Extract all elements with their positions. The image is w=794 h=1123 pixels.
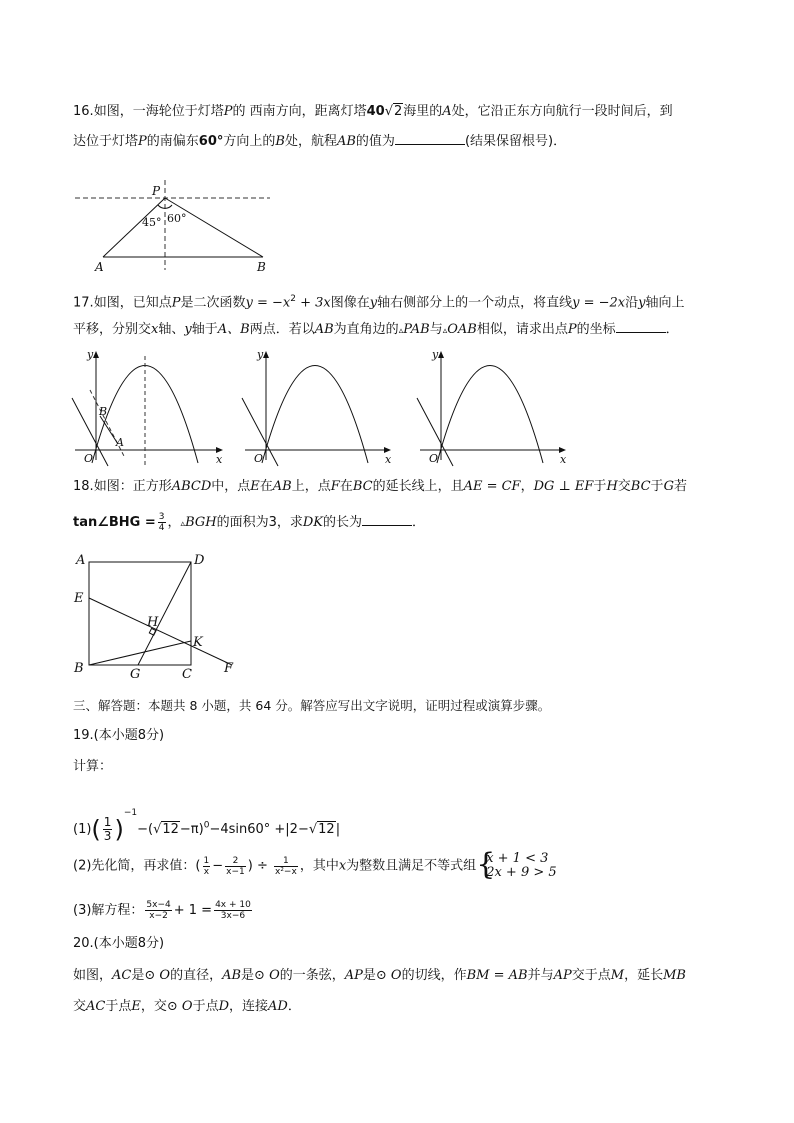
q19-part3: (3)解方程： $\frac{5x-4}{x-2}$ + 1 = $\frac{4x + 10}{3x-6}$: [73, 900, 251, 921]
svg-text:y: y: [87, 348, 94, 361]
q16-figure: [70, 180, 280, 275]
section-heading: 三、解答题：本题共 8 小题，共 64 分。解答应写出文字说明，证明过程或演算步骤。: [73, 698, 551, 713]
q17-graph-2: [240, 348, 400, 466]
answer-blank[interactable]: [362, 513, 412, 526]
svg-text:K: K: [193, 635, 203, 650]
label-B: B: [257, 260, 266, 274]
q18-line-1: 18.如图：正方形ABCD中，点E在AB上，点F在BC的延长线上，且AE = CF，DG ⊥ EF于H交BC于G若: [73, 479, 687, 494]
q17-graph-3: [415, 348, 575, 466]
svg-text:x: x: [216, 453, 223, 466]
svg-text:E: E: [74, 591, 84, 606]
q16-line-2: 达位于灯塔P的南偏东60°方向上的B处，航程AB的值为 (结果保留根号)．: [73, 134, 567, 149]
q17-line-2: 平移，分别交x轴、y轴于A、B两点．若以AB为直角边的▵PAB与▵OAB相似，请求出点P的坐标 ．: [73, 322, 679, 337]
svg-text:y: y: [432, 348, 439, 361]
answer-blank[interactable]: [395, 132, 465, 145]
q20-line-1: 如图，AC是⊙ O的直径，AB是⊙ O的一条弦，AP是⊙ O的切线，作BM = AB并与AP交于点M，延长MB: [73, 968, 686, 983]
q19-part1: (1)( $\frac{1}{3}$ )$^{-1}-(√12-\pi)^0-4\sin 60^\circ +|2-√12|$: [73, 808, 341, 844]
svg-text:x: x: [560, 453, 567, 466]
svg-text:B: B: [74, 661, 84, 676]
svg-text:D: D: [194, 553, 205, 568]
svg-text:H: H: [147, 615, 159, 630]
svg-text:G: G: [130, 667, 141, 682]
q20-title: 20.(本小题8分): [73, 936, 165, 951]
svg-text:y: y: [257, 348, 264, 361]
svg-text:O: O: [84, 452, 94, 465]
svg-text:B: B: [99, 405, 108, 418]
q19-title: 19.(本小题8分): [73, 728, 165, 743]
tan-fraction: $\frac{3}{4}$: [158, 512, 165, 533]
svg-text:A: A: [76, 553, 86, 568]
svg-text:C: C: [182, 667, 192, 682]
q17-graph-1: [70, 348, 230, 466]
label-A: A: [95, 260, 104, 274]
svg-text:x: x: [385, 453, 392, 466]
q16-line-1: 16.如图，一海轮位于灯塔P的 西南方向，距离灯塔40√2海里的A处，它沿正东方向航行一段时间后，到: [73, 104, 673, 119]
angle-60: 60°: [167, 212, 187, 225]
q17-line-1: 17.如图，已知点P是二次函数$y = -x^2 + 3x$图像在y轴右侧部分上的一个动点，将直线y = −2x沿y轴向上: [73, 294, 685, 311]
q18-figure: [72, 550, 242, 680]
q18-line-2: tan∠BHG = $\frac{3}{4}$ ，▵BGH的面积为3，求DK的长为 ．: [73, 512, 426, 533]
svg-text:O: O: [429, 452, 439, 465]
inequality-system: { x + 1 < 3 2x + 9 > 5: [476, 847, 557, 882]
label-P: P: [152, 184, 161, 198]
angle-45: 45°: [142, 216, 162, 229]
q19-part2: (2)先化简，再求值：( $\frac{1}{x}$ − $\frac{2}{x-1}$ ) ÷ $\frac{1}{\text{x²−x}}$ ，其中x为整数且满足不等式组 { x + 1 < 3 2x + 9 > 5: [73, 847, 557, 882]
svg-text:F: F: [224, 661, 234, 676]
svg-text:A: A: [116, 436, 124, 449]
answer-blank[interactable]: [616, 320, 666, 333]
q20-line-2: 交AC于点E，交⊙ O于点D，连接AD．: [73, 999, 301, 1014]
svg-text:O: O: [254, 452, 264, 465]
q19-intro: 计算：: [73, 759, 113, 774]
